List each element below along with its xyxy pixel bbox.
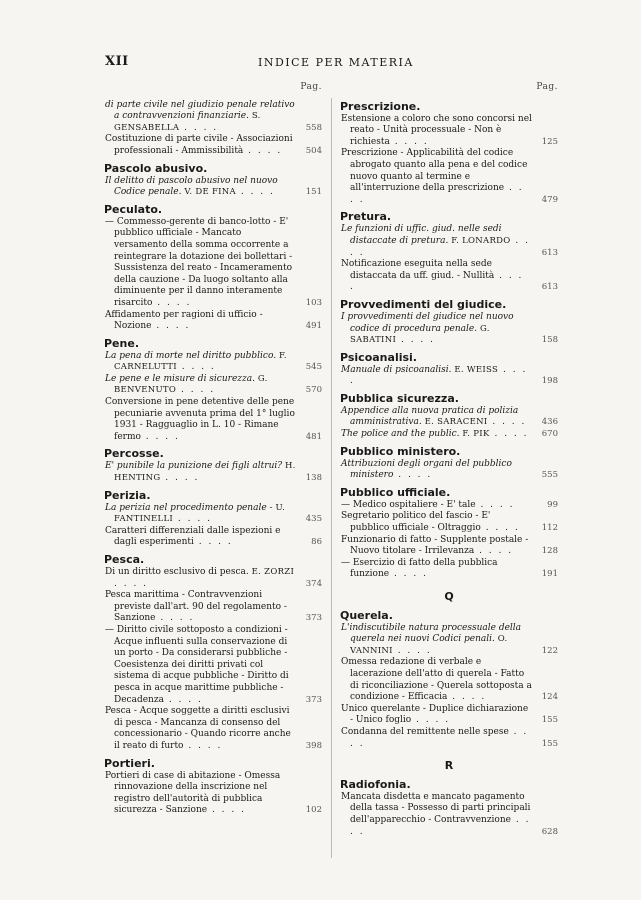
leader-dots: . . . . bbox=[350, 235, 531, 258]
leader-dots: . . . . bbox=[163, 694, 203, 705]
leader-dots: . . . . bbox=[152, 297, 192, 308]
leader-dots: . . . . bbox=[350, 364, 528, 387]
index-entry bbox=[340, 535, 558, 558]
entry-text: Portieri di case di abitazione - Omessa rinnovazione della inscrizione nel registro dell'autorità di pubblica sicurezza - Sanzione bbox=[105, 770, 281, 816]
leader-dots: . . . . bbox=[350, 270, 524, 293]
index-entry bbox=[340, 558, 558, 581]
entry-text: — Esercizio di fatto della pubblica funzione bbox=[341, 557, 498, 580]
subject-heading-pascolo-abusivo: Pascolo abusivo. bbox=[104, 161, 208, 175]
index-entry bbox=[104, 351, 322, 374]
entry-page-number: 103 bbox=[305, 297, 322, 308]
entry-page-number: 99 bbox=[547, 499, 558, 510]
entry-page-number: 155 bbox=[541, 715, 558, 726]
index-entry bbox=[340, 623, 558, 658]
entry-page-number: 613 bbox=[541, 282, 558, 293]
entry-text: Estensione a coloro che sono concorsi nel reato - Unità processuale - Non è richiesta bbox=[341, 113, 532, 147]
entry-author: E. ZORZI bbox=[251, 567, 295, 577]
index-entry bbox=[340, 365, 558, 388]
entry-page-number: 491 bbox=[305, 321, 322, 332]
entry-page-number: 504 bbox=[305, 145, 322, 156]
entry-page-number: 191 bbox=[541, 569, 558, 580]
index-entry bbox=[340, 406, 558, 429]
entry-text: Segretario politico del fascio - E' pubblico ufficiale - Oltraggio bbox=[341, 511, 491, 534]
index-entry bbox=[104, 590, 322, 625]
leader-dots: . . . . bbox=[193, 537, 233, 548]
index-entry bbox=[340, 500, 558, 512]
entry-text: — Commesso-gerente di banco-lotto - E' pubblico ufficiale - Mancato versamento della somma occorrente a reintegrare la dotazione dei bollettari - Sussistenza del reato - Incameramento della cauzione - Da luogo soltanto alla diminuente per il danno interamente risarcito bbox=[105, 216, 293, 308]
entry-text: La pena di morte nel diritto pubblico. bbox=[105, 350, 277, 361]
entry-page-number: 435 bbox=[305, 514, 322, 525]
entry-text: I provvedimenti del giudice nel nuovo codice di procedura penale. bbox=[341, 311, 514, 334]
leader-dots: . . . . bbox=[140, 431, 180, 442]
entry-text: Mancata disdetta e mancato pagamento della tassa - Possesso di parti principali dell'apparecchio - Contravvenzione bbox=[341, 791, 531, 825]
entry-text: E' punibile la punizione dei figli altrui? bbox=[105, 461, 283, 472]
entry-author: U. FANTINELLI bbox=[114, 502, 286, 525]
entry-page-number: 112 bbox=[541, 523, 558, 534]
leader-dots: . . . . bbox=[160, 473, 200, 484]
entry-text: Conversione in pene detentive delle pene pecuniarie avvenuta prima del 1° luglio 1931 - Ragguaglio in L. 10 - Rimane fermo bbox=[105, 397, 295, 442]
leader-dots: . . . . bbox=[447, 692, 487, 703]
index-entry bbox=[104, 217, 322, 310]
entry-text: Di un diritto esclusivo di pesca. bbox=[105, 567, 249, 577]
entry-page-number: 158 bbox=[541, 335, 558, 346]
index-entry bbox=[340, 657, 558, 703]
entry-text: di parte civile nel giudizio penale relativo a contravvenzioni finanziarie. bbox=[105, 99, 295, 122]
entry-author: S. GENSABELLA bbox=[114, 111, 261, 133]
index-entry bbox=[104, 771, 322, 817]
entry-text: Manuale di psicoanalisi. bbox=[341, 364, 452, 375]
index-entry bbox=[340, 148, 558, 206]
index-entry bbox=[340, 792, 558, 838]
entry-text: The police and the public. bbox=[341, 429, 460, 440]
leader-dots: . . . . bbox=[389, 136, 429, 147]
index-entry bbox=[104, 100, 322, 135]
index-entry bbox=[104, 706, 322, 752]
entry-page-number: 128 bbox=[541, 546, 558, 557]
entry-author: H. HENTING bbox=[114, 461, 296, 484]
index-entry bbox=[340, 312, 558, 347]
leader-dots: . . . . bbox=[243, 145, 283, 156]
subject-heading-prescrizione: Prescrizione. bbox=[340, 99, 421, 113]
index-entry bbox=[340, 459, 558, 482]
subject-heading-portieri: Portieri. bbox=[104, 756, 155, 770]
entry-page-number: 479 bbox=[541, 194, 558, 205]
leader-dots: . . . . bbox=[235, 187, 275, 198]
entry-page-number: 613 bbox=[541, 247, 558, 258]
column-divider bbox=[331, 98, 332, 858]
entry-text: — Medico ospitaliere - E' tale bbox=[341, 499, 476, 510]
entry-page-number: 138 bbox=[305, 473, 322, 484]
entry-text: Pesca marittima - Contravvenzioni previste dall'art. 90 del regolamento - Sanzione bbox=[105, 590, 287, 624]
index-entry bbox=[104, 625, 322, 706]
leader-dots: . . . . bbox=[176, 362, 216, 373]
leader-dots: . . . . bbox=[114, 578, 149, 589]
entry-text: Caratteri differenziali dalle ispezioni e dagli esperimenti bbox=[105, 525, 281, 548]
entry-page-number: 373 bbox=[305, 613, 322, 624]
leader-dots: . . . . bbox=[151, 321, 191, 332]
leader-dots: . . . . bbox=[393, 470, 433, 481]
subject-heading-pretura: Pretura. bbox=[340, 210, 392, 224]
entry-text: Costituzione di parte civile - Associazioni professionali - Ammissibilità bbox=[105, 134, 293, 156]
section-letter: Q bbox=[444, 590, 454, 603]
entry-text: Le funzioni di uffic. giud. nelle sedi distaccate di pretura. bbox=[341, 224, 502, 246]
subject-heading-psicoanalisi: Psicoanalisi. bbox=[340, 350, 417, 364]
subject-heading-peculato: Peculato. bbox=[104, 202, 163, 216]
subject-heading-pubblico-ufficiale: Pubblico ufficiale. bbox=[340, 485, 451, 499]
subject-heading-pesca: Pesca. bbox=[104, 553, 145, 566]
subject-heading-pubblico-ministero: Pubblico ministero. bbox=[340, 444, 461, 458]
entry-page-number: 122 bbox=[541, 645, 558, 656]
entry-page-number: 125 bbox=[541, 136, 558, 147]
entry-text: Pesca - Acque soggette a diritti esclusivi di pesca - Mancanza di consenso del concessionario - Quando ricorre anche il reato di furto bbox=[105, 706, 291, 751]
entry-page-number: 436 bbox=[541, 417, 558, 428]
index-entry bbox=[104, 176, 322, 199]
entry-text: Appendice alla nuova pratica di polizia amministrativa. bbox=[341, 405, 519, 428]
entry-text: Condanna del remittente nelle spese bbox=[341, 726, 509, 737]
entry-author: G. BENVENUTO bbox=[114, 373, 268, 396]
index-entry bbox=[104, 374, 322, 397]
entry-author: F. CARNELUTTI bbox=[114, 350, 287, 373]
entry-page-number: 102 bbox=[305, 805, 322, 816]
left-column bbox=[104, 82, 322, 817]
leader-dots: . . . . bbox=[396, 335, 435, 346]
index-entry bbox=[340, 704, 558, 727]
subject-heading-provvedimenti-del-giudice: Provvedimenti del giudice. bbox=[340, 297, 507, 311]
index-entry bbox=[340, 114, 558, 149]
entry-author: F. PIK bbox=[462, 429, 490, 440]
leader-dots: . . . . bbox=[350, 183, 524, 205]
leader-dots: . . . . bbox=[350, 726, 529, 749]
index-entry bbox=[104, 526, 322, 549]
entry-author: E. SARACENI bbox=[424, 417, 488, 428]
pag-label: Pag. bbox=[536, 82, 558, 92]
index-entry bbox=[340, 511, 558, 534]
leader-dots: . . . . bbox=[207, 805, 246, 816]
entry-text: Il delitto di pascolo abusivo nel nuovo Codice penale. bbox=[105, 175, 278, 198]
leader-dots: . . . . bbox=[474, 546, 514, 557]
running-title: INDICE PER MATERIA bbox=[258, 56, 414, 69]
entry-page-number: 86 bbox=[311, 537, 322, 548]
entry-author: G. SABATINI bbox=[350, 323, 490, 346]
index-entry bbox=[104, 310, 322, 333]
leader-dots: . . . . bbox=[155, 613, 195, 624]
entry-page-number: 545 bbox=[305, 362, 322, 373]
subject-heading-radiofonia: Radiofonia. bbox=[340, 777, 411, 791]
entry-page-number: 198 bbox=[541, 376, 558, 387]
entry-text: Affidamento per ragioni di ufficio - Nozione bbox=[105, 309, 263, 332]
leader-dots: . . . . bbox=[173, 514, 212, 525]
entry-text: Notificazione eseguita nella sede distaccata da uff. giud. - Nullità bbox=[341, 259, 495, 281]
leader-dots: . . . . bbox=[392, 645, 432, 656]
entry-page-number: 555 bbox=[541, 470, 558, 481]
entry-page-number: 373 bbox=[305, 694, 322, 705]
leader-dots: . . . . bbox=[475, 499, 515, 510]
entry-page-number: 558 bbox=[305, 122, 322, 133]
entry-page-number: 398 bbox=[305, 740, 322, 751]
index-entry bbox=[104, 397, 322, 443]
index-entry bbox=[104, 503, 322, 526]
entry-text: Funzionario di fatto - Supplente postale - Nuovo titolare - Irrilevanza bbox=[341, 534, 529, 557]
subject-heading-pene: Pene. bbox=[104, 336, 139, 350]
entry-text: Le pene e le misure di sicurezza. bbox=[105, 373, 255, 384]
entry-text: — Diritto civile sottoposto a condizioni - Acque influenti sulla conservazione di un porto - Da considerarsi pubbliche - Coesistenza dei diritti privati col sistema di acque pubbliche - Diritto di pesca in acque marittime pubbliche - Decadenza bbox=[105, 624, 289, 705]
entry-page-number: 374 bbox=[305, 578, 322, 589]
index-entry bbox=[104, 461, 322, 484]
index-entry bbox=[340, 429, 558, 441]
subject-heading-percosse: Percosse. bbox=[104, 447, 164, 461]
entry-page-number: 570 bbox=[305, 385, 322, 396]
leader-dots: . . . . bbox=[389, 569, 428, 580]
right-column bbox=[340, 82, 558, 838]
entry-author: O. VANNINI bbox=[350, 634, 508, 656]
entry-page-number: 124 bbox=[541, 692, 558, 703]
leader-dots: . . . . bbox=[480, 523, 520, 534]
entry-text: L'indiscutibile natura processuale della querela nei nuovi Codici penali. bbox=[341, 622, 522, 645]
subject-heading-querela: Querela. bbox=[340, 608, 393, 622]
leader-dots: . . . . bbox=[350, 814, 531, 837]
index-entry bbox=[104, 567, 322, 590]
entry-page-number: 151 bbox=[305, 187, 322, 198]
page-number: XII bbox=[105, 54, 129, 69]
index-entry bbox=[340, 259, 558, 294]
pag-label: Pag. bbox=[300, 82, 322, 92]
index-entry bbox=[340, 224, 558, 259]
entry-page-number: 155 bbox=[541, 738, 558, 749]
leader-dots: . . . . bbox=[411, 715, 451, 726]
entry-text: Unico querelante - Duplice dichiarazione - Unico foglio bbox=[341, 703, 529, 726]
entry-author: E. WEISS bbox=[454, 364, 499, 375]
entry-page-number: 481 bbox=[305, 431, 322, 442]
leader-dots: . . . . bbox=[176, 385, 216, 396]
index-entry bbox=[104, 134, 322, 157]
entry-text: Prescrizione - Applicabilità del codice abrogato quanto alla pena e del codice nuovo quanto al termine e all'interruzione della prescrizione bbox=[341, 148, 528, 194]
subject-heading-perizia: Perizia. bbox=[104, 488, 151, 502]
entry-text: Attribuzioni degli organi del pubblico ministero bbox=[341, 458, 512, 481]
index-entry bbox=[340, 727, 558, 750]
entry-page-number: 670 bbox=[541, 429, 558, 440]
entry-author: F. LONARDO bbox=[451, 235, 511, 246]
entry-text: La perizia nel procedimento penale - bbox=[105, 502, 273, 513]
entry-text: Omessa redazione di verbale e lacerazione dell'atto di querela - Fatto di riconciliazione - Querela sottoposta a condizione - Efficacia bbox=[341, 657, 532, 703]
leader-dots: . . . . bbox=[183, 740, 223, 751]
leader-dots: . . . . bbox=[489, 429, 529, 440]
section-letter: R bbox=[444, 759, 454, 773]
leader-dots: . . . . bbox=[179, 122, 219, 133]
entry-page-number: 628 bbox=[541, 826, 558, 837]
leader-dots: . . . . bbox=[487, 417, 527, 428]
subject-heading-pubblica-sicurezza: Pubblica sicurezza. bbox=[340, 391, 459, 405]
entry-author: V. DE FINA bbox=[184, 187, 236, 198]
